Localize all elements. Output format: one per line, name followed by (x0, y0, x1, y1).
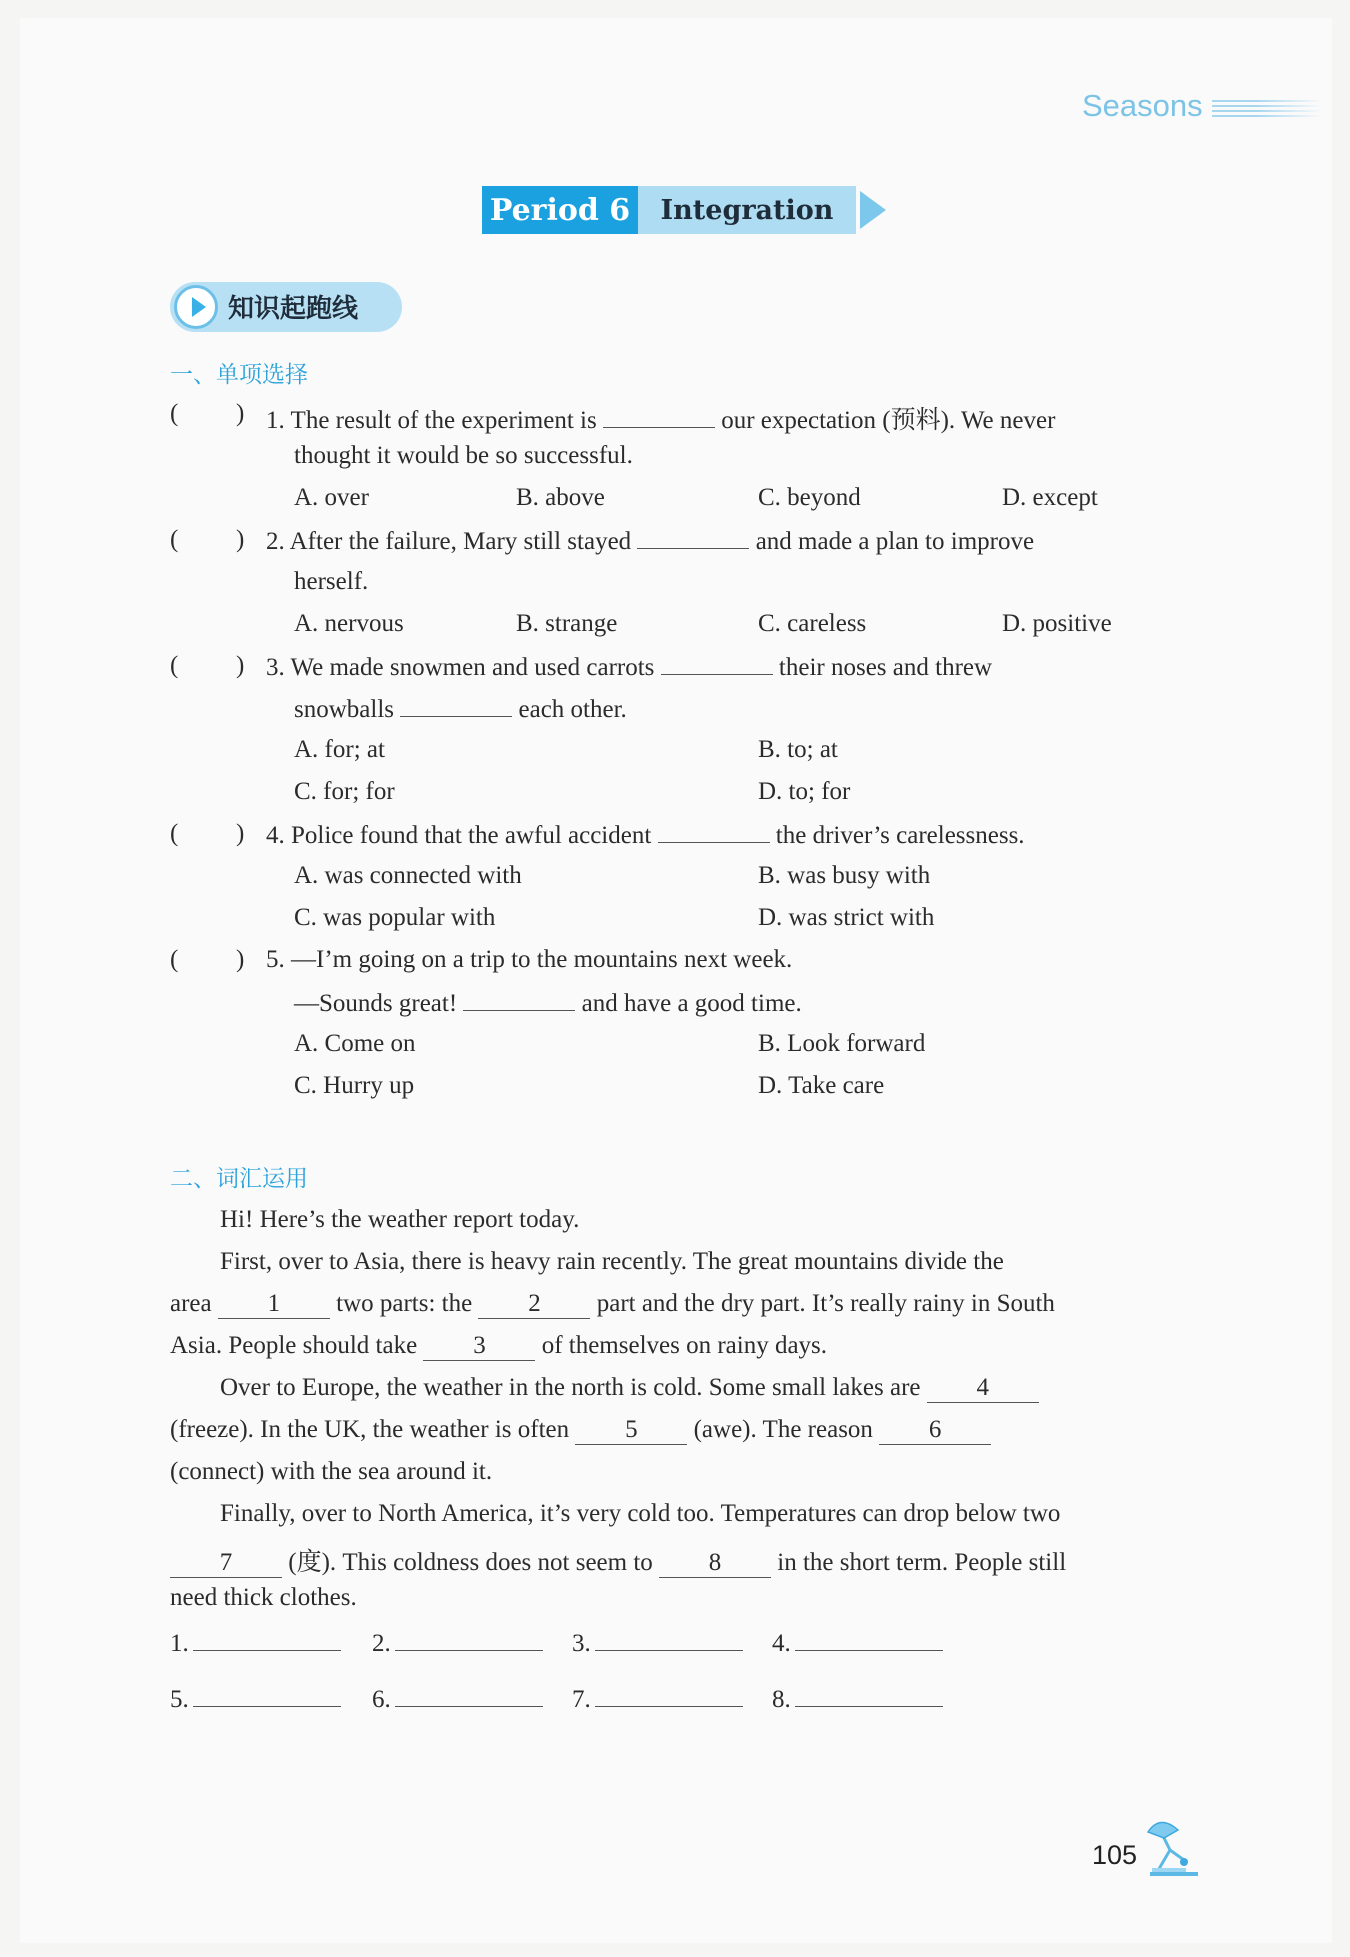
q5-paren-close: ) (236, 946, 245, 973)
q2-paren-close: ) (236, 526, 245, 553)
part2-heading: 二、词汇运用 (170, 1166, 308, 1192)
question-3 (266, 652, 992, 682)
q4-text-a: 4. Police found that the awful accident (266, 822, 652, 849)
passage-text: Asia. People should take (170, 1332, 418, 1359)
page-number: 105 (1092, 1840, 1138, 1870)
answer-7 (572, 1684, 743, 1714)
passage-blank-7[interactable]: 7 (170, 1549, 282, 1578)
q2-option-d[interactable]: D. positive (1002, 610, 1112, 637)
q2-text-b: and made a plan to improve (755, 528, 1035, 555)
q5-line2 (294, 988, 802, 1018)
answer-line[interactable] (395, 1628, 543, 1651)
q5-option-c[interactable]: C. Hurry up (294, 1072, 415, 1099)
q5-blank[interactable] (463, 988, 575, 1011)
passage-blank-6[interactable]: 6 (879, 1416, 991, 1445)
passage-text: area (170, 1290, 212, 1317)
q2-text-a: 2. After the failure, Mary still stayed (266, 528, 632, 555)
passage-blank-8[interactable]: 8 (659, 1549, 771, 1578)
q3-option-a[interactable]: A. for; at (294, 736, 385, 763)
answer-5 (170, 1684, 341, 1714)
answer-label: 5. (170, 1686, 189, 1713)
section-tag (170, 282, 402, 332)
q1-option-c[interactable]: C. beyond (758, 484, 861, 511)
answer-label: 7. (572, 1686, 591, 1713)
q2-blank[interactable] (637, 526, 749, 549)
passage-line-7: (connect) with the sea around it. (170, 1458, 493, 1485)
q3-text-c: snowballs (294, 696, 394, 723)
passage-line-6 (170, 1416, 991, 1445)
passage-blank-4[interactable]: 4 (927, 1374, 1039, 1403)
q3-line2 (294, 694, 627, 724)
answer-1 (170, 1628, 341, 1658)
answer-label: 1. (170, 1630, 189, 1657)
q4-blank[interactable] (658, 820, 770, 843)
passage-text: of themselves on rainy days. (541, 1332, 828, 1359)
answer-label: 3. (572, 1630, 591, 1657)
q5-text-b: and have a good time. (581, 990, 802, 1017)
q4-paren-close: ) (236, 820, 245, 847)
desk-lamp-icon (1140, 1816, 1206, 1880)
q2-option-a[interactable]: A. nervous (294, 610, 404, 637)
header-stripes-decoration (1212, 100, 1322, 120)
answer-8 (772, 1684, 943, 1714)
answer-label: 2. (372, 1630, 391, 1657)
answer-4 (772, 1628, 943, 1658)
q3-text-d: each other. (518, 696, 627, 723)
question-4 (266, 820, 1025, 850)
q1-line2: thought it would be so successful. (294, 442, 633, 469)
period-title: Integration (638, 186, 856, 234)
answer-label: 4. (772, 1630, 791, 1657)
q3-paren-open: ( (170, 652, 179, 679)
passage-text: two parts: the (336, 1290, 473, 1317)
q5-option-b[interactable]: B. Look forward (758, 1030, 926, 1057)
passage-text: (awe). The reason (693, 1416, 873, 1443)
q4-paren-open: ( (170, 820, 179, 847)
answer-line[interactable] (795, 1684, 943, 1707)
q3-blank-1[interactable] (661, 652, 773, 675)
q3-text-b: their noses and threw (778, 654, 993, 681)
passage-blank-3[interactable]: 3 (423, 1332, 535, 1361)
passage-line-1: Hi! Here’s the weather report today. (220, 1206, 580, 1233)
question-5: 5. —I’m going on a trip to the mountains next week. (266, 946, 793, 973)
q1-option-b[interactable]: B. above (516, 484, 605, 511)
passage-text: Over to Europe, the weather in the north is cold. Some small lakes are (220, 1374, 921, 1401)
q3-option-b[interactable]: B. to; at (758, 736, 838, 763)
passage-line-5 (220, 1374, 1039, 1403)
q5-paren-open: ( (170, 946, 179, 973)
q2-option-b[interactable]: B. strange (516, 610, 618, 637)
answer-label: 8. (772, 1686, 791, 1713)
q3-text-a: 3. We made snowmen and used carrots (266, 654, 655, 681)
answer-6 (372, 1684, 543, 1714)
q1-text-b: our expectation (预料). We never (721, 407, 1056, 434)
unit-header: Seasons (1082, 88, 1203, 123)
answer-3 (572, 1628, 743, 1658)
answer-line[interactable] (193, 1628, 341, 1651)
passage-line-4 (170, 1332, 827, 1361)
passage-text: in the short term. People still (777, 1549, 1067, 1576)
passage-line-2: First, over to Asia, there is heavy rain recently. The great mountains divide the (220, 1248, 1004, 1275)
passage-line-8: Finally, over to North America, it’s very cold too. Temperatures can drop below two (220, 1500, 1061, 1527)
part1-heading: 一、单项选择 (170, 362, 308, 388)
q4-option-b[interactable]: B. was busy with (758, 862, 931, 889)
passage-blank-5[interactable]: 5 (575, 1416, 687, 1445)
passage-blank-2[interactable]: 2 (478, 1290, 590, 1319)
passage-text: (度). This coldness does not seem to (288, 1549, 653, 1576)
banner-arrow-icon (860, 191, 886, 229)
q4-option-a[interactable]: A. was connected with (294, 862, 522, 889)
q2-option-c[interactable]: C. careless (758, 610, 867, 637)
q1-text-a: 1. The result of the experiment is (266, 407, 597, 434)
answer-line[interactable] (395, 1684, 543, 1707)
answer-line[interactable] (795, 1628, 943, 1651)
q3-option-d[interactable]: D. to; for (758, 778, 851, 805)
answer-line[interactable] (595, 1684, 743, 1707)
period-label: Period 6 (482, 186, 638, 234)
answer-line[interactable] (595, 1628, 743, 1651)
section-tag-label: 知识起跑线 (228, 294, 359, 324)
q4-option-d[interactable]: D. was strict with (758, 904, 935, 931)
answer-2 (372, 1628, 543, 1658)
q5-option-d[interactable]: D. Take care (758, 1072, 885, 1099)
question-1 (266, 400, 1055, 436)
q1-paren-close: ) (236, 400, 245, 427)
answer-line[interactable] (193, 1684, 341, 1707)
q1-paren-open: ( (170, 400, 179, 427)
q3-paren-close: ) (236, 652, 245, 679)
q4-option-c[interactable]: C. was popular with (294, 904, 496, 931)
q3-option-c[interactable]: C. for; for (294, 778, 395, 805)
q5-text-a: —Sounds great! (294, 990, 458, 1017)
passage-line-9 (170, 1542, 1066, 1578)
q5-option-a[interactable]: A. Come on (294, 1030, 416, 1057)
play-icon (174, 285, 218, 329)
passage-line-10: need thick clothes. (170, 1584, 357, 1611)
passage-text: part and the dry part. It’s really rainy in South (596, 1290, 1055, 1317)
passage-text: (freeze). In the UK, the weather is often (170, 1416, 570, 1443)
q4-text-b: the driver’s carelessness. (775, 822, 1025, 849)
passage-line-3 (170, 1290, 1055, 1319)
question-2 (266, 526, 1034, 556)
passage-blank-1[interactable]: 1 (218, 1290, 330, 1319)
q1-blank[interactable] (603, 405, 715, 428)
q3-blank-2[interactable] (400, 694, 512, 717)
q1-option-d[interactable]: D. except (1002, 484, 1098, 511)
q2-paren-open: ( (170, 526, 179, 553)
q1-option-a[interactable]: A. over (294, 484, 369, 511)
q2-line2: herself. (294, 568, 369, 595)
answer-label: 6. (372, 1686, 391, 1713)
